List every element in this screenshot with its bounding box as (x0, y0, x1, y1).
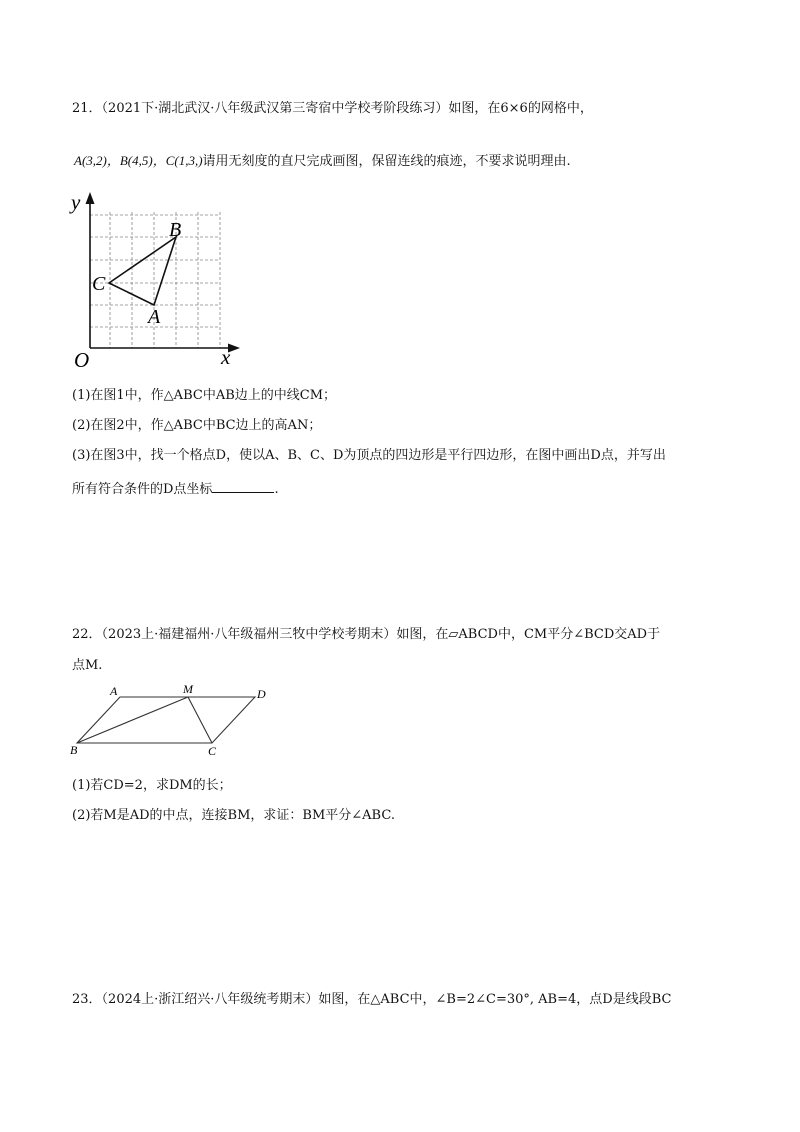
q22-point-b-label: B (70, 743, 78, 757)
q22-parallelogram-figure (66, 680, 276, 758)
q22-part1: (1)若CD=2，求DM的长； (72, 778, 232, 793)
q21-grid-figure (64, 186, 254, 372)
q23-stem-line1: 23．（2024上·浙江绍兴·八年级统考期末）如图，在△ABC中，∠B=2∠C=30°, AB=4，点D是线段BC (72, 992, 672, 1007)
q21-part3-text: 所有符合条件的D点坐标 (72, 482, 213, 497)
q22-figure-lines (77, 697, 255, 743)
q22-point-c-label: C (208, 744, 217, 758)
q21-point-a-label: A (148, 306, 161, 328)
q21-part3-line1: (3)在图3中，找一个格点D，使以A、B、C、D为顶点的四边形是平行四边形，在图中画出D点，并写出 (72, 448, 666, 463)
q21-part2: (2)在图2中，作△ABC中BC边上的高AN； (72, 418, 322, 433)
q21-stem-line1: 21．（2021下·湖北武汉·八年级武汉第三寄宿中学校考阶段练习）如图，在6×6的网格中， (72, 101, 593, 116)
q22-point-m-label: M (183, 682, 193, 696)
q21-coords-text: A(3,2)，B(4,5)，C(1,3,) (74, 153, 203, 168)
q21-origin-label: O (74, 348, 90, 372)
q22-stem-line1: 22．（2023上·福建福州·八年级福州三牧中学校考期末）如图，在▱ABCD中，CM平分∠BCD交AD于 (72, 627, 661, 642)
q21-stem-line2: 请用无刻度的直尺完成画图，保留连线的痕迹，不要求说明理由. (202, 154, 571, 169)
q22-stem-line2: 点M. (72, 658, 103, 673)
q22-part2: (2)若M是AD的中点，连接BM，求证：BM平分∠ABC. (72, 808, 395, 823)
q21-axes (86, 192, 241, 353)
q21-point-c-label: C (92, 273, 106, 295)
q21-answer-blank (212, 480, 274, 493)
q21-axis-y-label: y (71, 190, 81, 214)
q21-coordinates (74, 153, 571, 170)
q21-axis-x-label: x (221, 345, 231, 369)
q22-point-a-label: A (110, 684, 118, 698)
q22-point-d-label: D (257, 687, 266, 701)
q21-part1: (1)在图1中，作△ABC中AB边上的中线CM； (72, 388, 337, 403)
q21-part3-end: . (274, 482, 279, 497)
q21-triangle-abc (109, 237, 176, 305)
q21-point-b-label: B (169, 219, 182, 241)
q21-part3-line2 (72, 480, 279, 498)
